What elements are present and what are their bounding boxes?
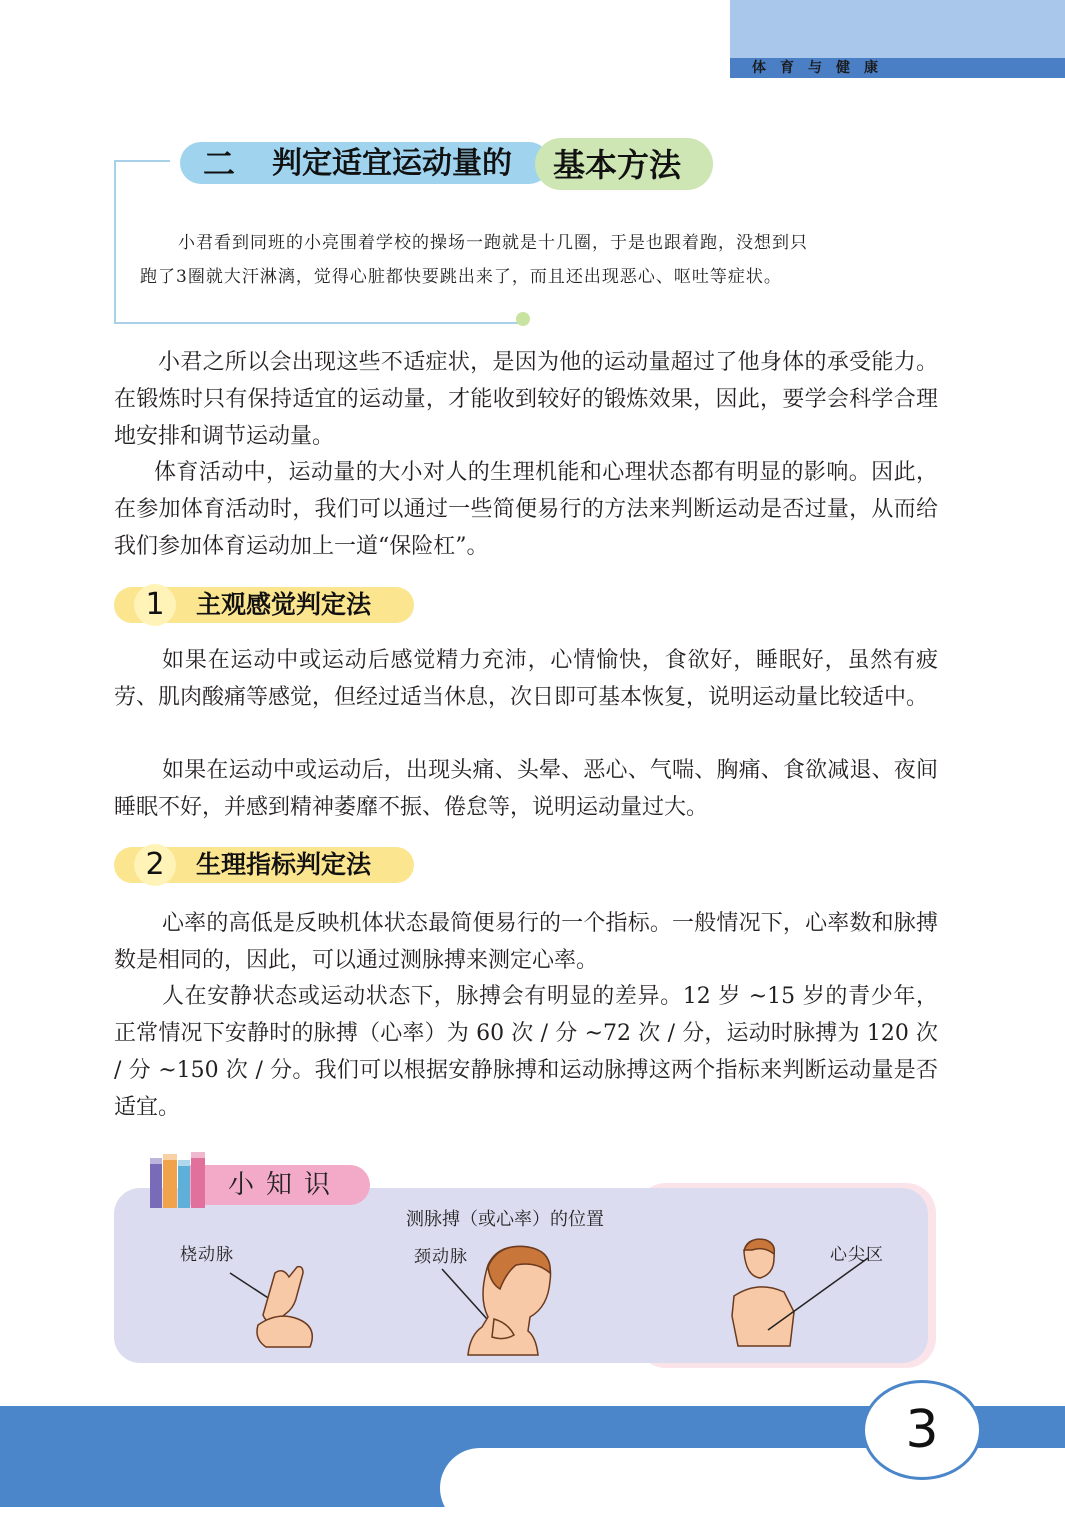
subsection-title: 主观感觉判定法 <box>196 590 372 619</box>
frame-dot <box>516 312 530 326</box>
knowledge-tab-label: 小知识 <box>228 1170 343 1200</box>
carotid-pulse-illustration <box>438 1245 563 1360</box>
subsection-number: 2 <box>145 847 165 882</box>
paragraph: 心率的高低是反映机体状态最简便易行的一个指标。一般情况下，心率数和脉搏数是相同的，因此，可以通过测脉搏来测定心率。 <box>114 911 938 973</box>
header-label: 体育与健康 <box>752 60 892 76</box>
wrist-pulse-illustration <box>220 1255 320 1355</box>
label-carotid-artery: 颈动脉 <box>414 1247 468 1267</box>
section-title: 判定适宜运动量的 <box>272 146 512 181</box>
section-number: 二 <box>203 145 236 183</box>
section-title-emphasis: 基本方法 <box>553 146 682 184</box>
paragraph: 人在安静状态或运动状态下，脉搏会有明显的差异。12 岁 ~15 岁的青少年，正常情况下安静时的脉搏（心率）为 60 次 / 分 ~72 次 / 分，运动时脉搏为 120 次 / 分 ~150 次 / 分。我们可以根据安静脉搏和运动脉搏这两个指标来判断运动量是否适宜。 <box>114 984 938 1120</box>
paragraph: 如果在运动中或运动后感觉精力充沛，心情愉快，食欲好，睡眠好，虽然有疲劳、肌肉酸痛等感觉，但经过适当休息，次日即可基本恢复，说明运动量比较适中。 <box>114 648 938 710</box>
story-line: 跑了3圈就大汗淋漓，觉得心脏都快要跳出来了，而且还出现恶心、呕吐等症状。 <box>140 267 782 287</box>
paragraph: 体育活动中，运动量的大小对人的生理机能和心理状态都有明显的影响。因此，在参加体育活动时，我们可以通过一些简便易行的方法来判断运动是否过量，从而给我们参加体育运动加上一道“保险杠”。 <box>114 460 938 559</box>
paragraph: 小君之所以会出现这些不适症状，是因为他的运动量超过了他身体的承受能力。在锻炼时只有保持适宜的运动量，才能收到较好的锻炼效果，因此，要学会科学合理地安排和调节运动量。 <box>114 350 938 449</box>
books-icon <box>150 1150 220 1210</box>
paragraph: 如果在运动中或运动后，出现头痛、头晕、恶心、气喘、胸痛、食欲减退、夜间睡眠不好，并感到精神萎靡不振、倦怠等，说明运动量过大。 <box>114 758 938 820</box>
apex-pulse-illustration <box>728 1238 898 1348</box>
subsection-number: 1 <box>145 587 165 622</box>
page-number: 3 <box>905 1400 939 1460</box>
label-radial-artery: 桡动脉 <box>180 1245 234 1265</box>
label-apex-region: 心尖区 <box>830 1245 884 1265</box>
knowledge-title: 测脉搏（或心率）的位置 <box>406 1209 604 1230</box>
header-top-band <box>730 0 1065 58</box>
story-text <box>140 226 940 294</box>
subsection-title: 生理指标判定法 <box>196 850 372 879</box>
story-line: 小君看到同班的小亮围着学校的操场一跑就是十几圈，于是也跟着跑，没想到只 <box>178 233 808 253</box>
